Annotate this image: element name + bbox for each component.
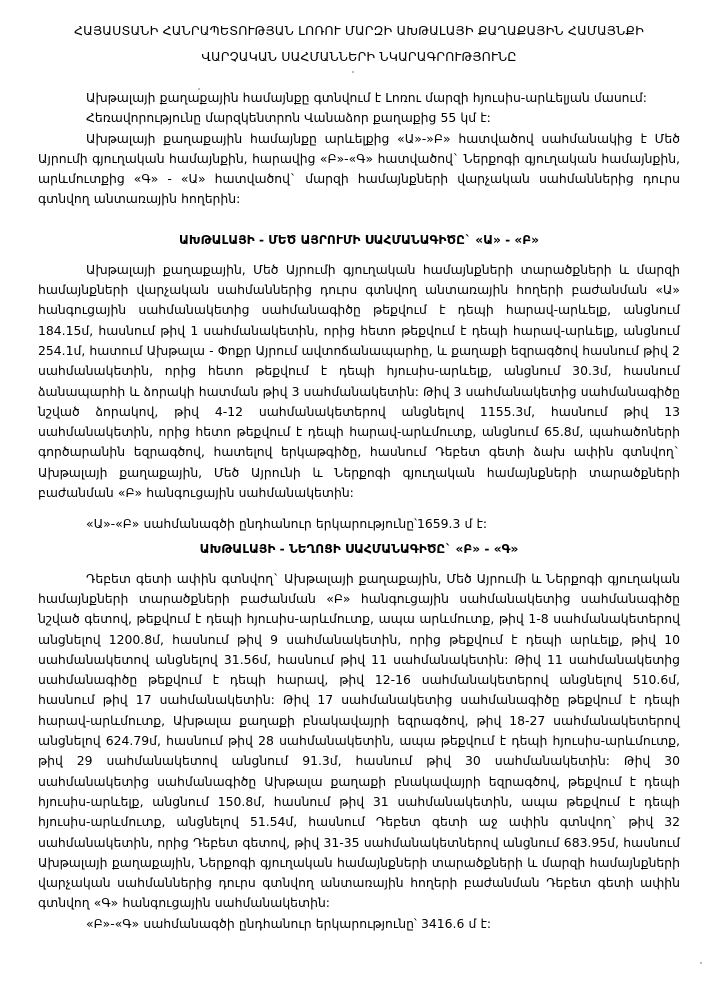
intro-paragraph-3: Ախթալայի քաղաքային համայնքը արևելքից «Ա»-»Բ» հատվածով սահմանակից է Մեծ Այրումի գյուղական համայնքին, հարավից «Բ»-«Գ» հատվածով` Ներքոգի գյուղական համայնքին, արևմուտքից «Գ» - «Ա» հատվածով` մարզի համայնքների վարչական սահմաններից դուրս գտնվող անտառային հողերին: — [38, 130, 680, 207]
spacer — [38, 558, 680, 569]
section-1-body: Ախթալայի քաղաքային, Մեծ Այրումի գյուղական համայնքների տարածքների և մարզի համայնքների վարչական սահմաններից դուրս գտնվող անտառային հողերի բաժանման «Ա» հանգուցային սահմանակետից սահմանագիծը թեքվում է դեպի հարավ-արևելք, անցնում 184.15մ, հասնում թիվ 1 սահմանակետին, որից հետո թեքվում է դեպի հարավ-արևելք, անցնում 254.1մ, հատում Ախթալա - Փոքր Այրում ավտոճանապարհը, և քաղաքի եզրագծով հասնում թիվ 2 սահմանակետին, որից հետո թեքվում է դեպի հյուսիս-արևելք, անցնում 30.3մ, հասնում ձանապարհի և ձորակի հատման թիվ 3 սահմանակետին: Թիվ 3 սահմանակետից սահմանագիծը նշված ձորակով, թիվ 4-12 սահմանակետերով անցնելով 1155.3մ, հասնում թիվ 13 սահմանակետին, որից հետո թեքվում է դեպի հարավ-արևմուտք, անցնում 65.8մ, պահածոների գործարանին եզրագծով, հատելով երկաթգիծը, հասնում Դեբետ գետի ձախ ափին գտնվող` Ախթալայի քաղաքային, Մեծ Այրունի և Ներքոգի գյուղական համայնքների տարածքների բաժանման «Բ» հանգուցային սահմանակետին: — [38, 261, 680, 501]
spacer — [38, 210, 680, 232]
section-2-body: Դեբետ գետի ափին գտնվող` Ախթալայի քաղաքային, Մեծ Այրումի և Ներքոգի գյուղական համայնքների տարածքների բաժանման «Բ» հանգուցային սահմանակետից սահմանագիծը նշված գետով, թեքվում է դեպի հյուսիս-արևմուտք, ապա արևմուտք, թիվ 1-8 սահմանակետերով անցնելով 1200.8մ, հասնում թիվ 9 սահմանակետին, որից թեքվում է դեպի արևելք, թիվ 10 սահմանակետով անցնելով 31.56մ, հասնում թիվ 11 սահմանակետին: Թիվ 11 սահմանակետից սահմանագիծը թեքվում է դեպի հարավ, թիվ 12-16 սահմանակետերով անցնելով 510.6մ, հասնում թիվ 17 սահմանակետին: Թիվ 17 սահմանակետից սահմանագիծը թեքվում է դեպի հարավ-արևմուտք, Ախթալա քաղաքի բնակավայրի եզրագծով, թիվ 18-27 սահմանակետերով անցնելով 624.79մ, հասնում թիվ 28 սահմանակետին, ապա թեքվում է դեպի հյուսիս-արևմուտք, թիվ 29 սահմանակետով անցնում 91.3մ, հասնում թիվ 30 սահմանակետին: Թիվ 30 սահմանակետից սահմանագիծը Ախթալա քաղաքի բնակավայրի եզրագծով, թեքվում է դեպի հյուսիս-արևելք, անցնում 150.8մ, հասնում թիվ 31 սահմանակետին, ապա թեքվում է դեպի հյուսիս-արևմուտք, անցնելով 51.54մ, հասնում Դեբետ գետի աջ ափին գտնվող` թիվ 32 սահմանակետին, որից Դեբետ գետով, թիվ 31-35 սահմանակետներով անցնում 683.95մ, հասնում Ախթալայի քաղաքային, Ներքոգի գյուղական համայնքների տարածքների և մարզի համայնքների վարչական սահմաններից դուրս գտնվող անտառային հողերի բաժանման Դեբետ գետի ափին գտնվող «Գ» հանգուցային սահմանակետին: — [38, 570, 680, 911]
page-title — [38, 18, 680, 69]
spacer — [38, 71, 680, 88]
document-content — [38, 18, 680, 934]
section-heading-b-g: ԱԽԹԱԼԱՅԻ - ՆԵՂՈՑԻ ՍԱՀՄԱՆԱԳԻԾԸ` «Բ» - «Գ» — [199, 541, 519, 556]
page-title-line-2: ՎԱՐՉԱԿԱՆ ՍԱՀՄԱՆՆԵՐԻ ՆԿԱՐԱԳՐՈՒԹՅՈՒՆԸ — [201, 49, 517, 64]
intro-paragraph-1: Ախթալայի քաղաքային համայնքը գտնվում է Լոռու մարզի հյուսիս-արևելյան մասում: — [86, 90, 647, 105]
page-title-line-1: ՀԱՅԱՍՏԱՆԻ ՀԱՆՐԱՊԵՏՈՒԹՅԱՆ ԼՈՌՈՒ ՄԱՐԶԻ ԱԽԹԱԼԱՅԻ ՔԱՂԱՔԱՅԻՆ ՀԱՄԱՅՆՔԻ — [74, 23, 644, 38]
section-heading-a-b: ԱԽԹԱԼԱՅԻ - ՄԵԾ ԱՅՐՈՒՄԻ ՍԱՀՄԱՆԱԳԻԾԸ` «Ա» - «Բ» — [178, 232, 540, 247]
spacer — [38, 249, 680, 260]
section-1-total-length: «Ա»-«Բ» սահմանագծի ընդհանուր երկարությունը՝1659.3 մ է: — [86, 516, 488, 532]
spacer — [38, 503, 680, 514]
intro-paragraph-2: Հեռավորությունը մարզկենտրոն Վանաձոր քաղաքից 55 կմ է: — [86, 110, 491, 126]
scan-speck — [700, 962, 702, 964]
section-2-total-length: «Բ»-«Գ» սահմանագծի ընդհանուր երկարությունը՝ 3416.6 մ է: — [86, 915, 492, 931]
